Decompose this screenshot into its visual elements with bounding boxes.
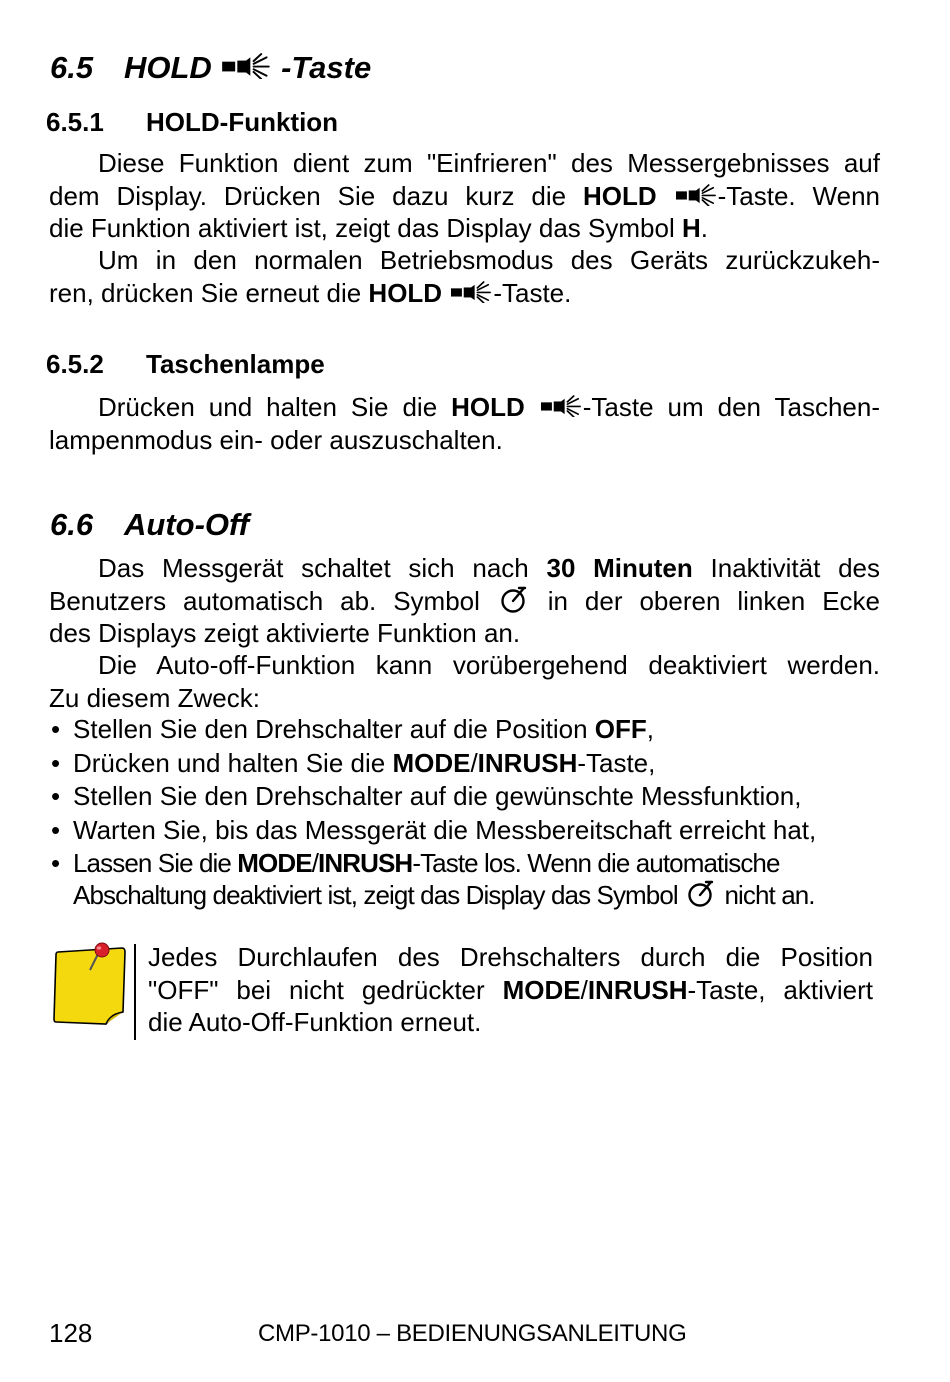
text-punct: . [700,213,708,243]
text-line: die Funktion aktiviert ist, zeigt das Display das Symbol [49,213,682,243]
text-punct: / [311,848,319,878]
bullet-dot: • [51,714,61,744]
list-item-text: -Taste, [577,747,656,778]
text-line: Inaktivität des [692,553,880,583]
text-punct: , [646,714,654,744]
flashlight-paragraph [49,391,880,456]
note-text [148,941,873,1039]
list-item-text: Drücken und halten Sie die [73,747,393,778]
list-item-text: Abschaltung deaktiviert ist, zeigt das Display das Symbol [73,880,685,910]
list-item [49,814,889,846]
text-line: Benutzers automatisch ab. Symbol [49,585,497,616]
section-number: 6.5 [50,50,94,85]
bullet-dot: • [51,781,61,811]
text-line: Diese Funktion dient zum "Einfrieren" des Messergebnisses auf [98,148,880,178]
section-number: 6.6 [50,507,94,542]
auto-off-paragraph-1 [49,552,880,650]
text-line: dem Display. Drücken Sie dazu kurz die [49,180,584,211]
mode-key-label: MODE [237,848,312,878]
inrush-key-label: INRUSH [318,848,413,878]
text-line: Um in den normalen Betriebsmodus des Geräts zurückzukeh- [98,245,880,275]
text-line: ren, drücken Sie erneut die [49,277,369,308]
flashlight-icon [676,184,716,206]
subsection-number: 6.5.2 [46,349,104,379]
inrush-key-label: INRUSH [587,974,688,1005]
footer-title: CMP-1010 – BEDIENUNGSANLEITUNG [258,1320,687,1347]
text-line: "OFF" bei nicht gedrückter [148,974,503,1005]
list-item [49,847,889,911]
text-line: -Taste. [493,277,572,308]
hold-key-label: HOLD [368,277,443,308]
section-heading-6-6 [50,509,249,540]
hold-function-paragraph-1 [49,147,880,245]
bullet-dot: • [51,747,61,778]
text-line: Jedes Durchlaufen des Drehschalters durch die Position [148,942,873,972]
page-number: 128 [49,1318,93,1348]
list-item [49,780,889,812]
duration-label: 30 Minuten [546,553,693,583]
subsection-heading-6-5-1 [46,109,338,135]
subsection-title: HOLD-Funktion [146,107,339,137]
list-item-text: -Taste los. Wenn die automatische [412,848,780,878]
sticky-note-icon [52,940,130,1028]
timer-icon [687,880,715,908]
text-line: -Taste, aktiviert [687,974,874,1005]
list-item-text: Stellen Sie den Drehschalter auf die Position [73,714,595,744]
inrush-key-label: INRUSH [477,747,578,778]
text-line: -Taste. Wenn [717,180,880,211]
list-item-text: Lassen Sie die [73,848,238,878]
section-title-pre: HOLD [124,50,212,85]
hold-key-label: HOLD [583,180,657,211]
hold-key-label: HOLD [451,392,525,422]
flashlight-icon [222,53,270,79]
mode-key-label: MODE [502,974,581,1005]
hold-symbol-label: H [681,213,701,243]
text-line: die Auto-Off-Funktion erneut. [148,1007,482,1037]
text-line: Das Messgerät schaltet sich nach [98,553,547,583]
text-line: Die Auto-off-Funktion kann vorübergehend deaktiviert werden. [98,650,880,680]
list-item [49,747,889,779]
text-punct: / [470,747,478,778]
section-title-post: -Taste [281,50,372,85]
off-position-label: OFF [594,714,647,744]
auto-off-steps-list [49,713,889,913]
text-line: Zu diesem Zweck: [49,682,260,713]
list-item-text: Warten Sie, bis das Messgerät die Messbereitschaft erreicht hat, [73,814,817,845]
text-punct: / [580,974,588,1005]
section-heading-6-5 [50,52,371,83]
auto-off-paragraph-2 [49,649,880,714]
text-line: lampenmodus ein- oder auszuschalten. [49,424,503,455]
flashlight-icon [451,281,491,303]
text-line: des Displays zeigt aktivierte Funktion an. [49,618,521,648]
subsection-number: 6.5.1 [46,107,104,137]
timer-icon [500,586,528,614]
text-line: in der oberen linken Ecke [530,585,881,616]
section-title: Auto-Off [124,507,250,542]
note-divider [134,944,136,1040]
mode-key-label: MODE [392,747,471,778]
subsection-heading-6-5-2 [46,351,325,377]
list-item [49,713,889,745]
hold-function-paragraph-2 [49,244,880,309]
text-line: Drücken und halten Sie die [98,392,452,422]
text-line: -Taste um den Taschen- [582,392,880,422]
bullet-dot: • [51,814,61,845]
subsection-title: Taschenlampe [146,349,325,379]
flashlight-icon [541,395,581,417]
list-item-text: nicht an. [718,880,815,910]
bullet-dot: • [51,848,60,878]
list-item-text: Stellen Sie den Drehschalter auf die gewünschte Messfunktion, [73,781,802,811]
